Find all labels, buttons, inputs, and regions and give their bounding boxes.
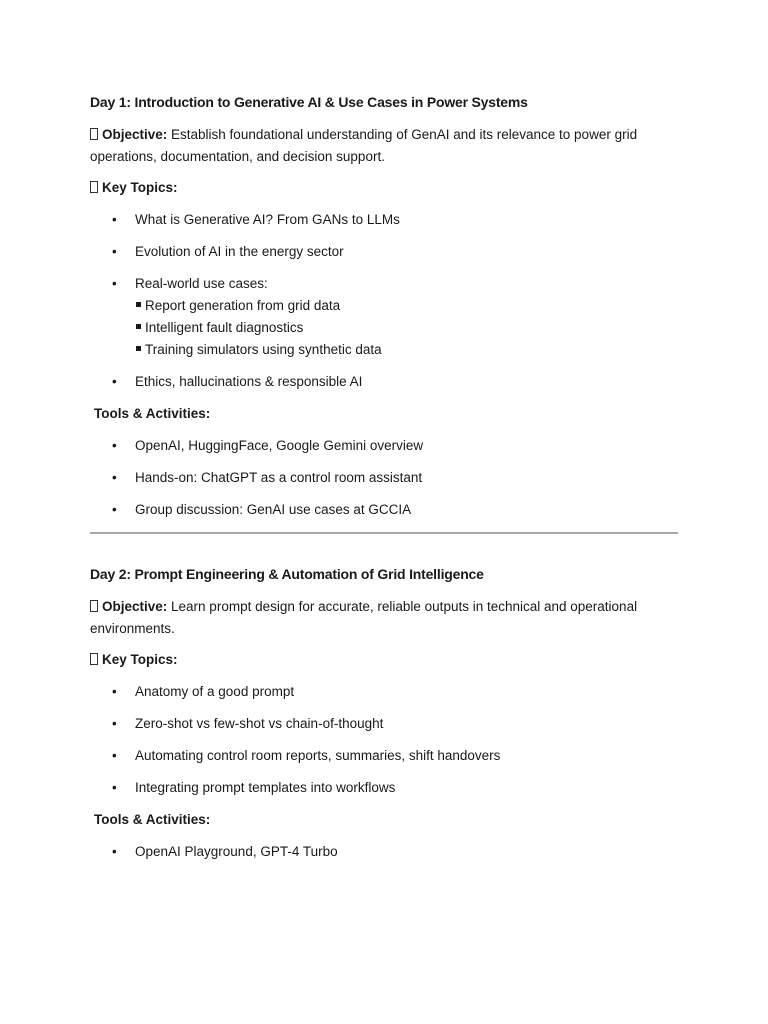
- day2-key-topics-label: Key Topics:: [102, 652, 178, 667]
- list-item-label: Real-world use cases:: [135, 276, 268, 291]
- day2-objective-text: Learn prompt design for accurate, reliable outputs in technical and operational environments.: [90, 599, 638, 636]
- day2-topics-list: [90, 681, 690, 809]
- missing-glyph-icon: [90, 653, 98, 665]
- day1-title: Day 1: Introduction to Generative AI & Use Cases in Power Systems: [90, 94, 528, 110]
- day1-objective: [90, 124, 690, 168]
- list-item: • Evolution of AI in the energy sector: [90, 241, 690, 263]
- day2-objective-label: Objective:: [102, 599, 168, 614]
- section-divider: [90, 532, 678, 534]
- day1-topics-list: [90, 209, 690, 403]
- list-item: • OpenAI Playground, GPT-4 Turbo: [90, 841, 690, 863]
- day1-objective-text: Establish foundational understanding of GenAI and its relevance to power grid operations, documentation, and decision support.: [90, 127, 638, 164]
- list-item: • Anatomy of a good prompt: [90, 681, 690, 703]
- day2-title: Day 2: Prompt Engineering & Automation of Grid Intelligence: [90, 566, 484, 582]
- missing-glyph-icon: [90, 128, 98, 140]
- day2-tools-heading: Tools & Activities:: [94, 812, 211, 827]
- list-item: • OpenAI, HuggingFace, Google Gemini overview: [90, 435, 690, 457]
- square-bullet-icon: [136, 302, 141, 307]
- day1-objective-label: Objective:: [102, 127, 168, 142]
- day1-tools-heading: Tools & Activities:: [94, 406, 211, 421]
- day1-tools-list: [90, 435, 690, 531]
- list-item: • What is Generative AI? From GANs to LLMs: [90, 209, 690, 231]
- sub-list-item: [135, 339, 690, 361]
- day1-key-topics-label: Key Topics:: [102, 180, 178, 195]
- list-item: • Ethics, hallucinations & responsible AI: [90, 371, 690, 393]
- day2-objective: [90, 596, 690, 640]
- list-item: • Integrating prompt templates into workflows: [90, 777, 690, 799]
- list-item: • Group discussion: GenAI use cases at GCCIA: [90, 499, 690, 521]
- sub-list-item-label: Intelligent fault diagnostics: [145, 320, 304, 335]
- day2-key-topics-heading: [90, 649, 690, 671]
- sub-list-item: [135, 295, 690, 317]
- day1-key-topics-heading: [90, 177, 690, 199]
- missing-glyph-icon: [90, 600, 98, 612]
- square-bullet-icon: [136, 324, 141, 329]
- day2-tools-list: [90, 841, 690, 873]
- square-bullet-icon: [136, 346, 141, 351]
- sub-list-item: [135, 317, 690, 339]
- list-item: • Automating control room reports, summaries, shift handovers: [90, 745, 690, 767]
- sub-list-item-label: Report generation from grid data: [145, 298, 341, 313]
- missing-glyph-icon: [90, 181, 98, 193]
- list-item: • Hands-on: ChatGPT as a control room assistant: [90, 467, 690, 489]
- list-item: • Zero-shot vs few-shot vs chain-of-thought: [90, 713, 690, 735]
- list-item: [90, 273, 690, 361]
- sub-list-item-label: Training simulators using synthetic data: [145, 342, 382, 357]
